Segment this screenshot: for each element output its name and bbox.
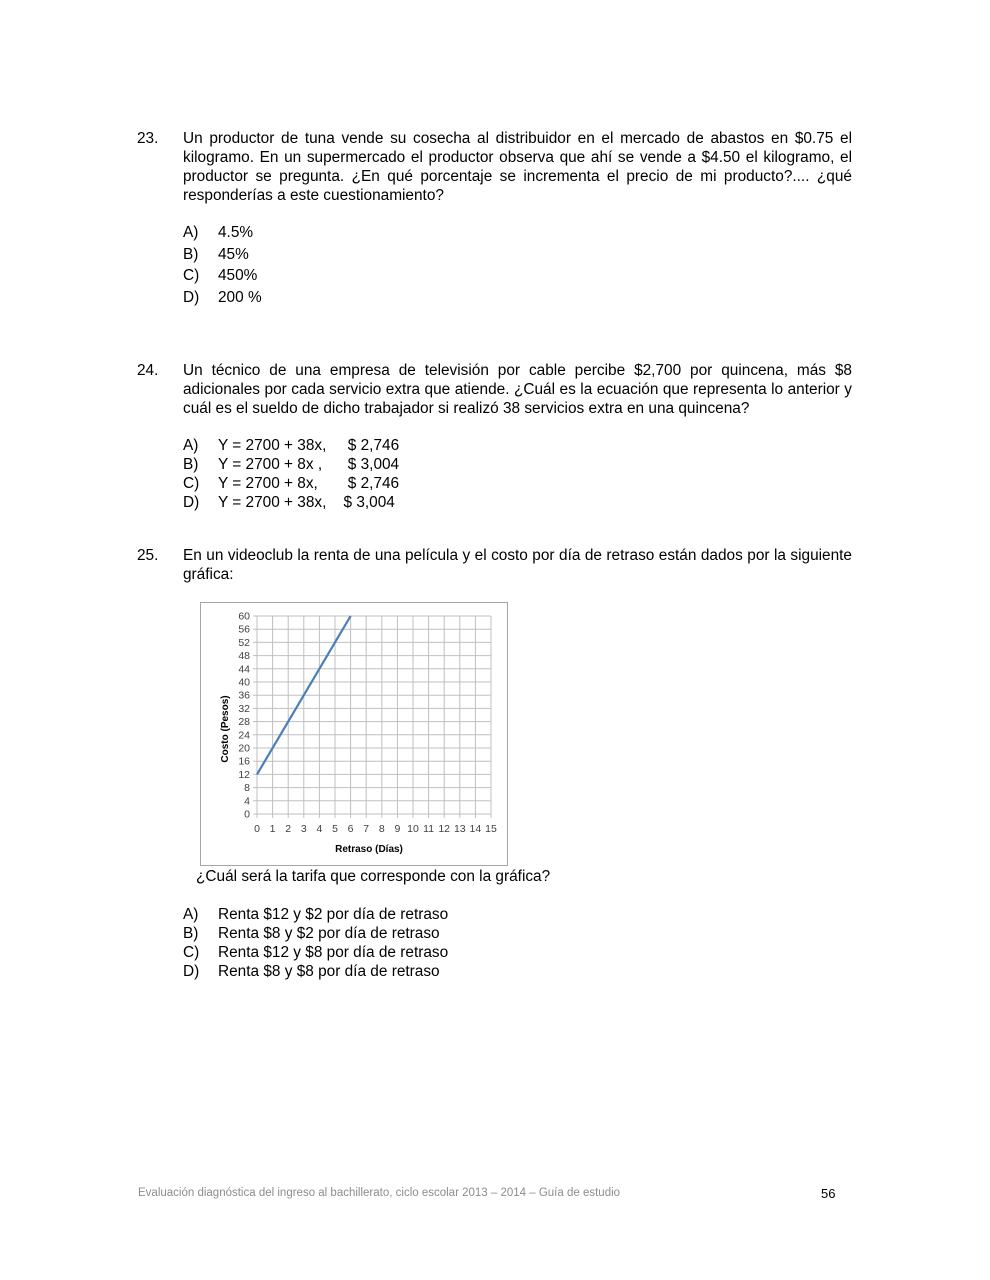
question-text: Un productor de tuna vende su cosecha al distribuidor en el mercado de abastos en $0.75 el kilogramo. En un supermercado el productor observa que ahí se vende a $4.50 el kilogramo, el productor se pregunta. ¿En qué porcentaje se incrementa el precio de mi producto?.... ¿qué responderías a este cuestionamiento? [183,130,852,204]
option-b [183,245,852,267]
y-tick-label: 32 [238,702,250,715]
question-text: En un videoclub la renta de una película y el costo por día de retraso están dados por la siguiente gráfica: [183,547,852,583]
option-label: A) [183,906,199,923]
x-tick-label: 6 [347,823,354,835]
question-number: 25. [137,547,159,564]
y-tick-label: 24 [238,729,250,742]
x-tick-label: 13 [453,823,466,835]
option-label: C) [183,944,200,961]
option-label: B) [183,456,199,473]
y-tick-label: 60 [238,610,250,623]
option-value: Renta $8 y $8 por día de retraso [218,963,440,980]
option-value: Y = 2700 + 8x , $ 3,004 [218,456,400,473]
question-number: 23. [137,130,159,147]
x-tick-label: 8 [378,823,385,835]
question-25-options [137,905,852,981]
options-list [183,905,852,981]
x-tick-label: 15 [485,823,497,835]
option-label: C) [183,475,200,492]
option-label: D) [183,288,200,306]
y-tick-label: 48 [238,650,250,663]
x-tick-label: 4 [316,823,323,835]
question-number: 24. [137,362,159,379]
x-tick-label: 7 [363,823,370,835]
y-tick-label: 0 [244,808,250,821]
y-tick-label: 20 [238,742,250,755]
cost-chart [200,602,508,866]
x-tick-label: 12 [438,823,451,835]
y-tick-label: 12 [238,768,250,781]
y-tick-label: 4 [244,795,250,808]
x-tick-label: 14 [469,823,482,835]
option-b [183,455,852,474]
option-value: Renta $12 y $2 por día de retraso [218,906,449,923]
x-tick-label: 5 [332,823,338,835]
option-value: 450% [218,267,258,284]
option-c [183,474,852,493]
option-a [183,223,852,245]
option-d [183,962,852,981]
y-tick-label: 56 [238,623,250,636]
line-chart [201,603,509,867]
option-label: A) [183,437,199,454]
question-25 [137,546,852,584]
y-tick-label: 28 [238,716,250,729]
x-tick-label: 1 [269,823,276,835]
option-value: Y = 2700 + 8x, $ 2,746 [218,475,400,492]
option-a [183,905,852,924]
option-value: 45% [218,245,249,263]
question-24 [137,361,852,512]
option-label: D) [183,963,200,980]
option-d [183,493,852,512]
option-label: B) [183,925,199,942]
chart-question: ¿Cuál será la tarifa que corresponde con la gráfica? [196,868,551,885]
x-axis-label: Retraso (Días) [335,844,403,855]
option-value: Y = 2700 + 38x, $ 2,746 [218,437,400,454]
option-d [183,288,852,310]
option-label: B) [183,245,199,263]
option-b [183,924,852,943]
option-value: Renta $8 y $2 por día de retraso [218,925,440,942]
x-tick-label: 2 [285,823,292,835]
option-label: C) [183,267,200,284]
y-axis-label: Costo (Pesos) [220,695,231,763]
page-number: 56 [821,1186,836,1201]
y-tick-label: 36 [238,689,250,702]
option-value: Renta $12 y $8 por día de retraso [218,944,449,961]
x-tick-label: 9 [394,823,401,835]
option-value: 4.5% [218,224,254,241]
y-tick-label: 40 [238,676,250,689]
option-c [183,943,852,962]
y-tick-label: 44 [238,663,250,676]
x-tick-label: 11 [423,823,435,835]
option-a [183,436,852,455]
question-text: Un técnico de una empresa de televisión por cable percibe $2,700 por quincena, más $8 adicionales por cada servicio extra que atiende. ¿Cuál es la ecuación que representa lo anterior y cuál es el sueldo de dicho trabajador si realizó 38 servicios extra en una quincena? [183,362,852,417]
footer-text: Evaluación diagnóstica del ingreso al bachillerato, ciclo escolar 2013 – 2014 – Guía de estudio [138,1187,621,1199]
x-tick-label: 10 [407,823,419,835]
y-tick-label: 16 [238,755,250,768]
options-list [183,436,852,512]
x-tick-label: 0 [254,823,260,835]
options-list [183,223,852,309]
y-tick-label: 8 [244,782,250,795]
x-tick-label: 3 [300,823,307,835]
option-label: A) [183,224,199,241]
y-tick-label: 52 [238,636,250,649]
option-c [183,266,852,288]
option-label: D) [183,494,200,511]
option-value: Y = 2700 + 38x, $ 3,004 [218,494,395,511]
question-23 [137,129,852,309]
option-value: 200 % [218,288,262,306]
